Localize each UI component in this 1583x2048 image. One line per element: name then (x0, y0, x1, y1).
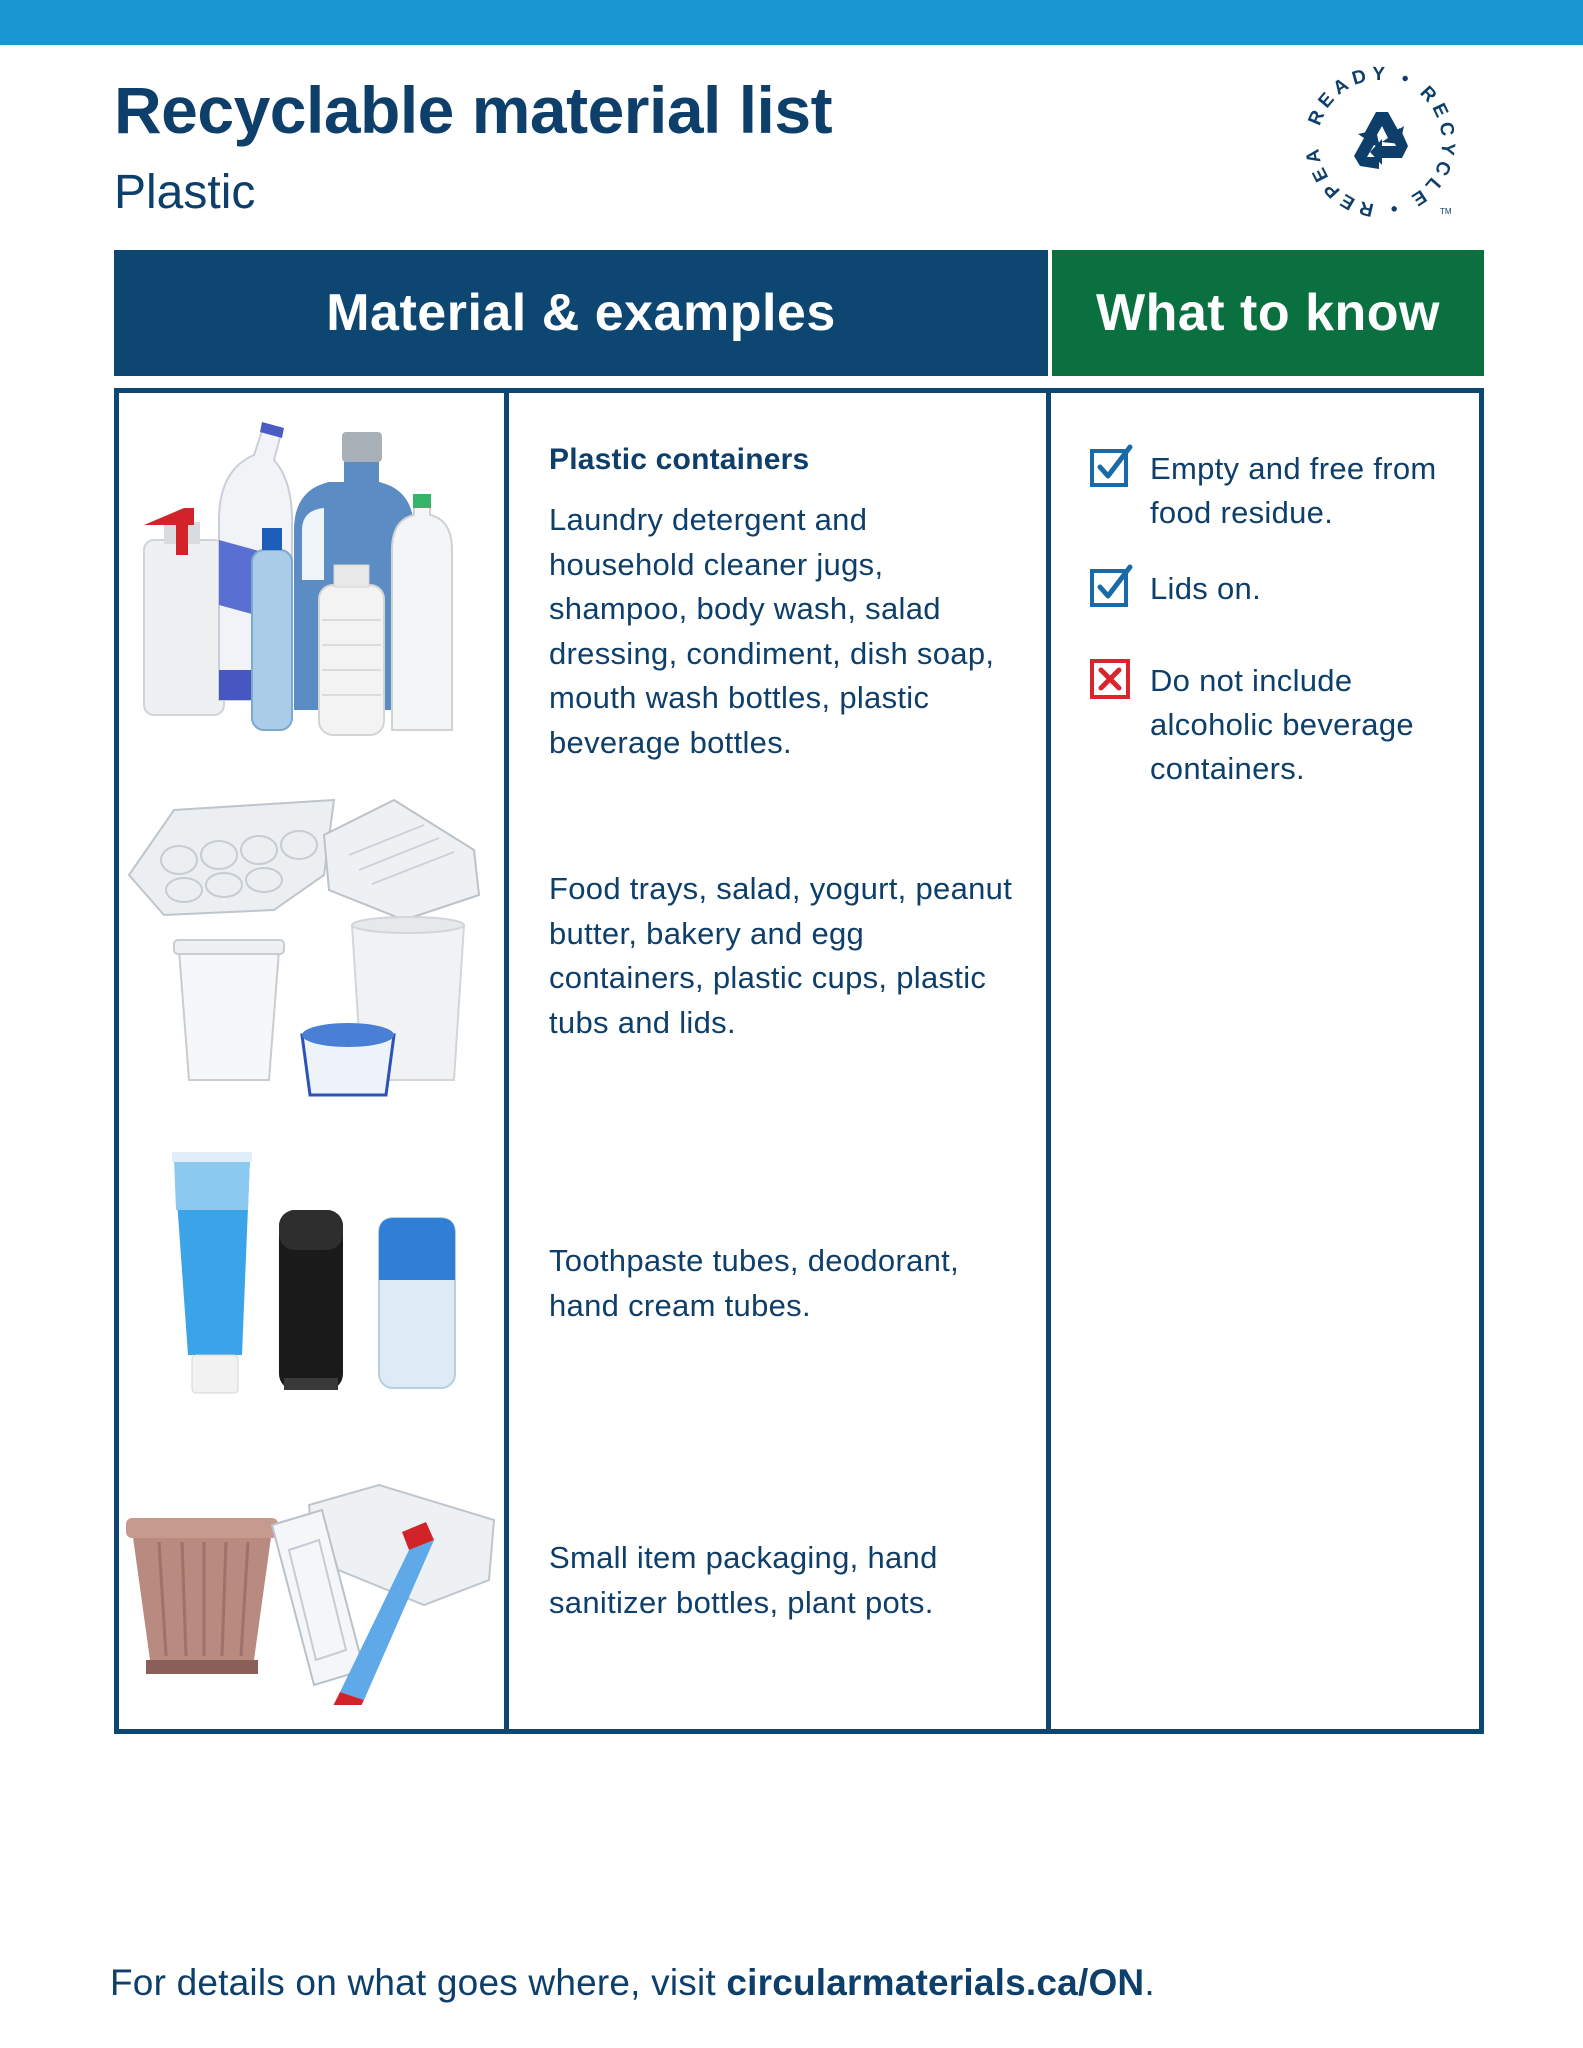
footer-link[interactable]: circularmaterials.ca/ON (726, 1962, 1145, 2003)
header-material-examples: Material & examples (114, 250, 1048, 376)
know-text-empty: Empty and free from food residue. (1150, 451, 1437, 530)
know-item-lids (1088, 567, 1468, 611)
trademark-mark: TM (1440, 207, 1452, 216)
row-description-tubes: Toothpaste tubes, deodorant, hand cream tubes. (549, 1243, 959, 1323)
logo-ring-text: READY • RECYCLE • REPEA (1301, 63, 1459, 221)
checkbox-checked-icon (1088, 563, 1136, 611)
page-subtitle: Plastic (114, 166, 256, 219)
checkbox-checked-icon (1088, 443, 1136, 491)
know-text-alcohol: Do not include alcoholic beverage containers. (1150, 663, 1414, 786)
know-item-alcohol (1088, 659, 1468, 791)
top-accent-bar (0, 0, 1583, 45)
know-item-empty (1088, 447, 1468, 535)
row-description-food-trays: Food trays, salad, yogurt, peanut butter, bakery and egg containers, plastic cups, plastic tubs and lids. (549, 871, 1013, 1040)
bottles-jugs-image (124, 410, 500, 740)
food-trays-cups-image (124, 780, 500, 1100)
footer-suffix: . (1144, 1962, 1155, 2003)
checkbox-x-icon (1088, 655, 1136, 703)
footer-note (110, 1962, 1155, 2004)
pot-packaging-image (124, 1480, 500, 1705)
know-text-lids: Lids on. (1150, 571, 1261, 606)
recycle-icon (1354, 112, 1408, 169)
row-description-small-packaging: Small item packaging, hand sanitizer bottles, plant pots. (549, 1540, 938, 1620)
page-title: Recyclable material list (114, 73, 833, 147)
header-what-to-know: What to know (1052, 250, 1484, 376)
row-description-bottles: Laundry detergent and household cleaner jugs, shampoo, body wash, salad dressing, condiment, dish soap, mouth wash bottles, plastic beverage bottles. (549, 502, 995, 760)
column-divider (504, 388, 509, 1734)
row-heading-plastic-containers: Plastic containers (549, 443, 810, 476)
column-divider (1046, 388, 1051, 1734)
ready-recycle-repeat-logo (1290, 52, 1470, 232)
footer-prefix: For details on what goes where, visit (110, 1962, 727, 2003)
tubes-deodorant-image (124, 1150, 500, 1400)
